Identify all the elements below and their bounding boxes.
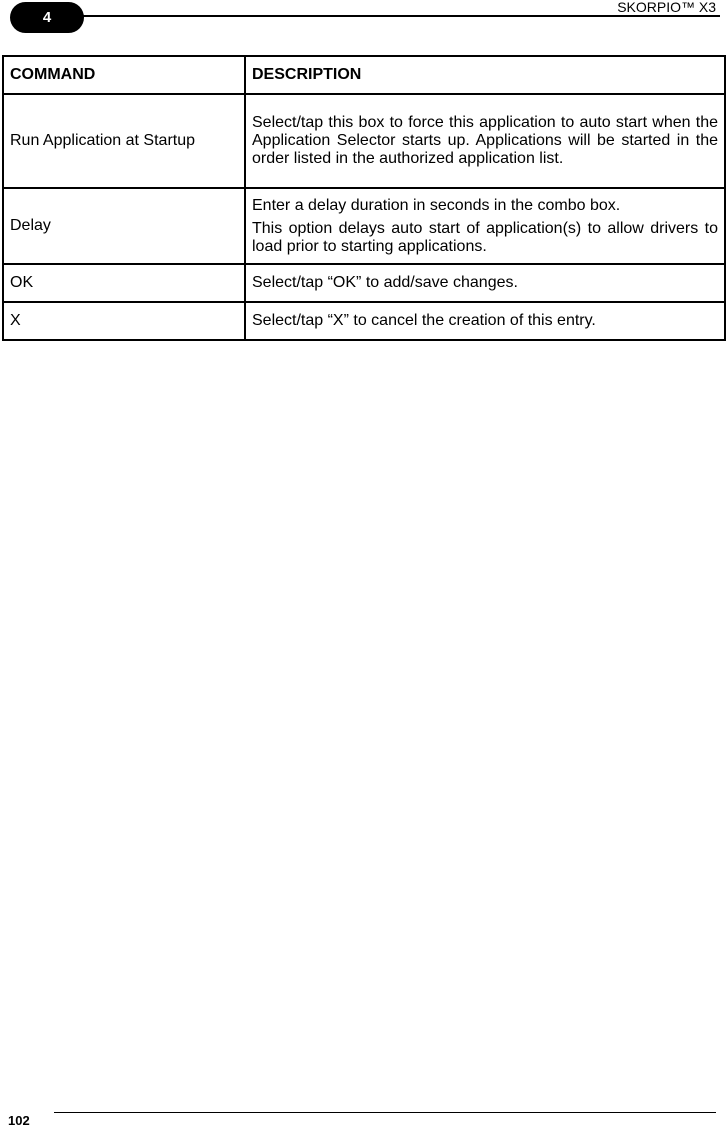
table-row [3, 302, 725, 340]
table-row [3, 264, 725, 302]
description-text: Select/tap “X” to cancel the creation of this entry. [252, 312, 596, 329]
description-text: Enter a delay duration in seconds in the combo box. [252, 196, 621, 214]
description-text: This option delays auto start of application(s) to allow drivers to load prior to starting applications. [252, 219, 718, 255]
column-header-description: DESCRIPTION [245, 56, 725, 94]
footer-rule [54, 1112, 716, 1113]
command-cell: Run Application at Startup [3, 94, 245, 188]
description-text: Select/tap “OK” to add/save changes. [252, 274, 518, 291]
description-text: Select/tap this box to force this application to auto start when the Application Selector starts up. Applications will be started in the order listed in the authorized application list. [252, 114, 718, 167]
chapter-badge: 4 [10, 2, 84, 33]
description-cell [245, 94, 725, 188]
command-cell: Delay [3, 188, 245, 264]
product-name: SKORPIO™ X3 [613, 0, 716, 14]
table-row [3, 188, 725, 264]
page-number: 102 [8, 1113, 30, 1128]
description-cell [245, 302, 725, 340]
column-header-command: COMMAND [3, 56, 245, 94]
description-cell [245, 264, 725, 302]
table-header-row [3, 56, 725, 94]
command-table [2, 55, 726, 341]
header-rule [60, 15, 720, 17]
description-cell [245, 188, 725, 264]
command-cell: OK [3, 264, 245, 302]
table-row [3, 94, 725, 188]
command-cell: X [3, 302, 245, 340]
